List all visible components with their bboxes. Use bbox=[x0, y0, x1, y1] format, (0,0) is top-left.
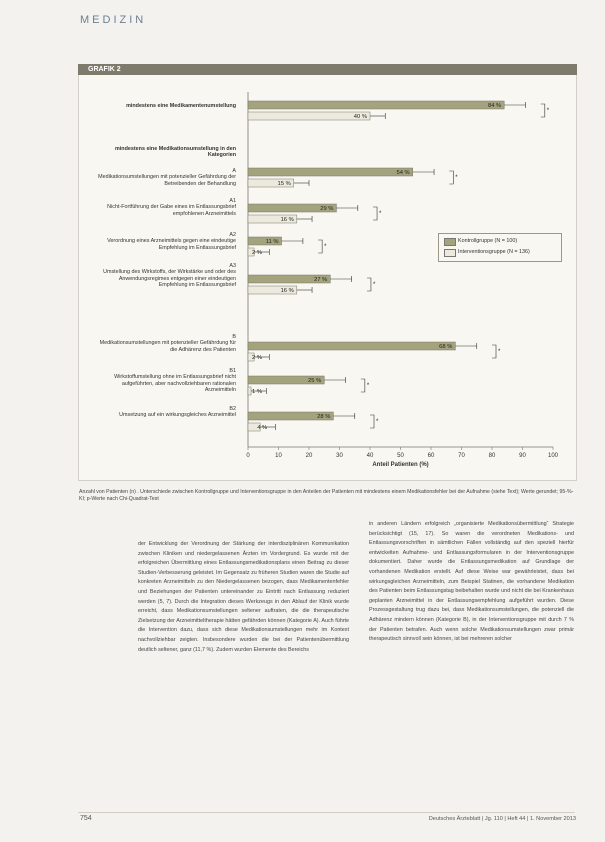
significance-mark-7: * bbox=[376, 419, 379, 425]
figure-caption: Anzahl von Patienten (n) . Unterschiede zwischen Kontrollgruppe und Interventionsgruppe in den Anteilen der Patienten mit mindestens einem Medikationsfehler bei der Aufnahme (siehe Text); Werte gerundet; 95-%-KI; p-Werte nach Chi-Quadrat-Test bbox=[79, 489, 574, 502]
significance-bracket-2 bbox=[373, 207, 377, 220]
page-number: 754 bbox=[80, 815, 92, 822]
legend-swatch-intervention bbox=[444, 249, 456, 257]
data-label-0-0: 84 % bbox=[487, 103, 502, 110]
category-label-2: A1 Nicht-Fortführung der Gabe eines im Entlassungsbrief empfohlenen Arzneimittels bbox=[107, 198, 236, 217]
category-label-6: B1 Wirkstoffumstellung ohne im Entlassungsbrief nicht aufgeführten, aber nachvollziehbaren rationalen Arzneimitteln bbox=[114, 368, 236, 394]
category-label-1: A Medikationsumstellungen mit potenzieller Gefährdung der Betreibenden der Behandlung bbox=[98, 168, 236, 187]
footer-divider bbox=[78, 812, 575, 813]
category-label-3: A2 Verordnung eines Arzneimittels gegen eine eindeutige Empfehlung im Entlassungsbrief bbox=[107, 232, 236, 251]
bar-0-series-0 bbox=[248, 101, 504, 109]
figure-tag: GRAFIK 2 bbox=[88, 66, 121, 73]
legend-label-control: Kontrollgruppe (N = 100) bbox=[458, 238, 518, 244]
data-label-7-1: 4 % bbox=[257, 425, 268, 432]
x-axis-title: Anteil Patienten (%) bbox=[372, 462, 429, 468]
chart-legend bbox=[438, 233, 562, 262]
significance-bracket-6 bbox=[361, 379, 365, 392]
significance-bracket-4 bbox=[367, 278, 371, 291]
data-label-2-1: 16 % bbox=[280, 217, 294, 224]
x-tick-label-5: 50 bbox=[397, 453, 404, 459]
significance-bracket-7 bbox=[370, 415, 374, 428]
significance-mark-0: * bbox=[546, 108, 550, 114]
category-label-0: mindestens eine Medikamentenumstellung bbox=[126, 103, 236, 109]
journal-citation: Deutsches Ärzteblatt | Jg. 110 | Heft 44 | 1. November 2013 bbox=[428, 816, 576, 822]
significance-mark-1: * bbox=[455, 175, 458, 181]
body-column-left: der Entwicklung der Verordnung der Stärkung der interdisziplinären Kommunikation zwischen Kliniken und niedergelassenen Ärzten im Vordergrund. Es wurde mit der erfolgreichen Übermittlung eines Entlassungsmedikationsplans einen Beitrag zu dieser Studien-Verbesserung geleistet. Im Gegensatz zu früheren Studien waren die Studie auf konkreten Arzneimitteln zu den Niedergelassenen bezogen, dass Medikamentenfehler und Beziehungen der Patienten untereinander zu Eintritt nach Entlassung reduziert werden (5, 7). Durch die Integration dieses Werkzeugs in den Ablauf der Klinik wurde erreicht, dass Medikationsumstellungen seltener auftraten, die die therapeutische Zielsetzung der Arzneimitteltherapie hätten gefährden können (Kategorie A). Auch führte die Intervention dazu, dass sich diese Medikationsumstellungen mehr im Kontext nachvollziehbar zeigten. Insbesondere wurden die bei der Patientenübermittlung deutlich seltener, ganz (11,7 %). Zudem wurden Elemente des Bereichs bbox=[138, 541, 349, 653]
x-tick-label-7: 70 bbox=[458, 453, 465, 459]
x-tick-label-9: 90 bbox=[519, 453, 526, 459]
bar-5-series-0 bbox=[248, 342, 455, 350]
data-label-3-0: 11 % bbox=[265, 239, 279, 246]
significance-bracket-1 bbox=[449, 171, 453, 184]
data-label-2-0: 29 % bbox=[320, 206, 334, 213]
significance-bracket-3 bbox=[318, 240, 322, 253]
category-label-7: B2 Umsetzung auf ein wirkungsgleiches Arzneimittel bbox=[119, 406, 236, 419]
data-label-6-0: 25 % bbox=[308, 378, 322, 385]
category-group-header: mindestens eine Medikationsumstellung in den Kategorien bbox=[114, 146, 236, 159]
legend-label-intervention: Interventionsgruppe (N = 136) bbox=[458, 249, 530, 255]
x-tick-label-6: 60 bbox=[427, 453, 435, 459]
body-column-right: in anderen Ländern erfolgreich „organisierte Medikationsübermittlung“ Strategie berücksichtigt (15, 17). So waren die verordneten Medikations- und Entlassungsvorschriften in sämtlichen Fällen vollständig auf den speziell hierfür entwickelten Aufnahme- und Entlassungsformularen in der Interventionsgruppe dokumentiert. Daher wurde die Entlassungsmedikation auf Grundlage der vorhandenen Medikation erstellt. Auf diese Weise war gewährleistet, dass bei wirkungsgleichen Arzneimitteln, zum Beispiel Statinen, die vorhandene Medikation des Patienten beim Entlassungstag beibehalten wurde und nicht die bei Krankenhaus geplanten Arzneimittel in der Entlassungsempfehlung aufgeführt wurden. Diese Prozessgestaltung trug dazu bei, dass Medikationsumstellungen, die potenziell die Adhärenz mindern können (Kategorie B), in der Interventionsgruppe mit durch 7 % der Patienten betrafen. Auch wenn solche Medikationsumstellungen zwar primär therapeutisch sinnvoll sein können, ist bei mehreren solcher bbox=[369, 521, 574, 643]
data-label-3-1: 2 % bbox=[252, 250, 262, 257]
significance-bracket-5 bbox=[492, 345, 496, 358]
x-tick-label-2: 20 bbox=[305, 453, 313, 459]
data-label-0-1: 40 % bbox=[353, 114, 367, 121]
x-tick-label-4: 40 bbox=[366, 453, 374, 459]
x-tick-label-10: 100 bbox=[547, 453, 559, 459]
legend-swatch-control bbox=[444, 238, 456, 246]
x-tick-label-8: 80 bbox=[488, 453, 496, 459]
significance-mark-6: * bbox=[366, 383, 370, 389]
significance-mark-3: * bbox=[324, 244, 327, 250]
bar-0-series-1 bbox=[248, 112, 370, 120]
data-label-1-0: 54 % bbox=[396, 170, 410, 177]
data-label-6-1: 1 % bbox=[252, 389, 262, 396]
x-tick-label-0: 0 bbox=[246, 453, 250, 459]
significance-mark-4: * bbox=[372, 282, 376, 288]
bar-1-series-0 bbox=[248, 168, 413, 176]
data-label-1-1: 15 % bbox=[277, 181, 291, 188]
data-label-4-0: 27 % bbox=[314, 277, 328, 284]
category-label-4: A3 Umstellung des Wirkstoffs, der Wirkstärke und oder des Anwendungsregimes entgegen einer eindeutigen Empfehlung im Entlassungsbrief bbox=[103, 263, 236, 289]
x-tick-label-3: 30 bbox=[336, 453, 343, 459]
category-label-5: B Medikationsumstellungen mit potenzieller Gefährdung für die Adhärenz des Patienten bbox=[99, 334, 236, 353]
section-header: MEDIZIN bbox=[80, 14, 147, 26]
x-tick-label-1: 10 bbox=[275, 453, 282, 459]
significance-bracket-0 bbox=[541, 104, 545, 117]
data-label-5-1: 2 % bbox=[252, 355, 262, 362]
data-label-7-0: 28 % bbox=[317, 414, 331, 421]
significance-mark-5: * bbox=[498, 349, 501, 355]
bar-6-series-1 bbox=[248, 387, 251, 395]
data-label-4-1: 16 % bbox=[280, 288, 294, 295]
data-label-5-0: 68 % bbox=[439, 344, 453, 351]
significance-mark-2: * bbox=[379, 211, 382, 217]
